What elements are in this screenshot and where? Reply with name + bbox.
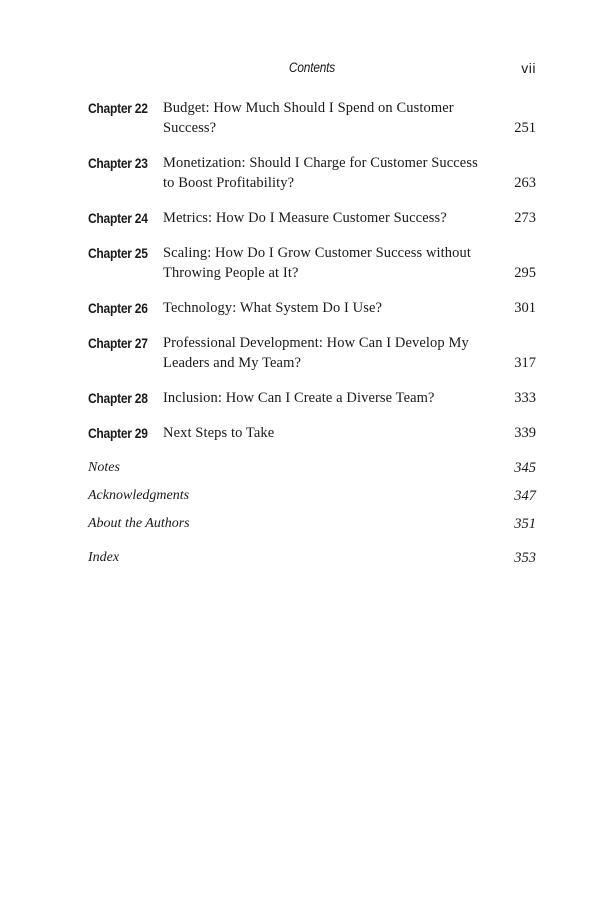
toc-entry-chapter-24[interactable] [88,208,536,228]
chapter-page: 295 [514,265,536,281]
chapter-title: Metrics: How Do I Measure Customer Success? [163,210,447,226]
back-matter-label: Notes [88,460,120,475]
page-number: vii [521,60,536,76]
running-head-title: Contents [288,60,336,75]
toc-entry-index[interactable] [88,548,536,568]
chapter-page: 251 [514,120,536,136]
back-matter-label: Index [88,550,120,565]
toc-entry-chapter-27[interactable] [88,333,536,373]
chapter-number: Chapter 29 [88,425,148,441]
toc-entry-chapter-29[interactable] [88,423,536,443]
chapter-title: Technology: What System Do I Use? [163,300,383,316]
toc-entry-notes[interactable] [88,458,536,478]
toc-entry-chapter-26[interactable] [88,298,536,318]
toc-entry-chapter-23[interactable] [88,153,536,193]
chapter-page: 273 [514,210,536,226]
chapter-title: Budget: How Much Should I Spend on Customer Success? [163,100,454,136]
chapter-number: Chapter 22 [88,100,148,116]
chapter-title: Next Steps to Take [163,425,275,441]
chapter-number: Chapter 25 [88,245,148,261]
chapter-number: Chapter 27 [88,335,148,351]
toc-entry-chapter-22[interactable] [88,98,536,138]
chapter-page: 263 [514,175,536,191]
chapter-number: Chapter 26 [88,300,148,316]
chapter-page: 317 [514,355,536,371]
chapter-page: 301 [514,300,536,316]
toc-entry-chapter-28[interactable] [88,388,536,408]
back-matter-page: 353 [514,550,536,566]
chapter-number: Chapter 28 [88,390,148,406]
chapter-title: Monetization: Should I Charge for Customer Success to Boost Profitability? [163,155,478,191]
chapter-page: 339 [514,425,536,441]
running-head [0,60,600,80]
table-of-contents [88,98,536,568]
back-matter-page: 347 [514,488,536,504]
toc-entry-chapter-25[interactable] [88,243,536,283]
chapter-title: Inclusion: How Can I Create a Diverse Team? [163,390,435,406]
chapter-number: Chapter 24 [88,210,148,226]
toc-entry-about-the-authors[interactable] [88,514,536,534]
chapter-title: Scaling: How Do I Grow Customer Success without Throwing People at It? [163,245,471,281]
chapter-number: Chapter 23 [88,155,148,171]
back-matter-page: 345 [514,460,536,476]
chapter-page: 333 [514,390,536,406]
toc-entry-acknowledgments[interactable] [88,486,536,506]
back-matter-label: About the Authors [88,516,190,531]
back-matter-page: 351 [514,516,536,532]
chapter-title: Professional Development: How Can I Develop My Leaders and My Team? [163,335,469,371]
back-matter-label: Acknowledgments [88,488,190,503]
